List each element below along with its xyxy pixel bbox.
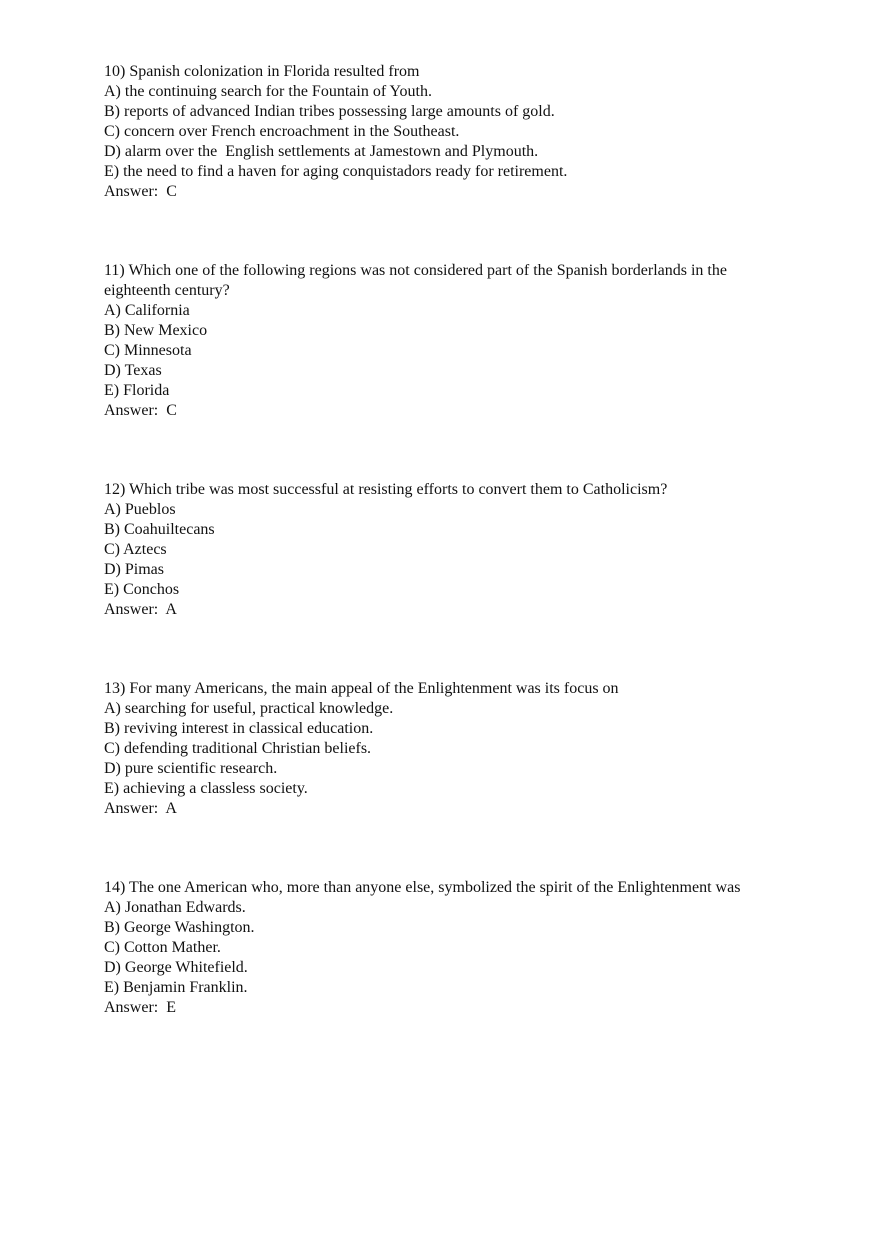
question-13 <box>104 679 794 819</box>
answer-option: A) the continuing search for the Fountain of Youth. <box>104 83 432 100</box>
answer-option: C) Minnesota <box>104 342 192 359</box>
answer-option: D) George Whitefield. <box>104 959 248 976</box>
answer-option: E) Conchos <box>104 581 180 598</box>
answer-label: Answer: <box>104 183 159 200</box>
answer-option: B) reviving interest in classical education. <box>104 720 374 737</box>
answer-option: E) Benjamin Franklin. <box>104 979 248 996</box>
answer-line <box>104 182 794 202</box>
answer-label: Answer: <box>104 601 159 618</box>
answer-option: D) Texas <box>104 362 162 379</box>
answer-option: A) Pueblos <box>104 501 176 518</box>
answer-option: E) achieving a classless society. <box>104 780 308 797</box>
question-prompt: 12) Which tribe was most successful at resisting efforts to convert them to Catholicism? <box>104 481 668 498</box>
answer-option: D) alarm over the English settlements at Jamestown and Plymouth. <box>104 143 539 160</box>
answer-option: C) Cotton Mather. <box>104 939 221 956</box>
document-page <box>104 62 794 1077</box>
answer-option: D) pure scientific research. <box>104 760 278 777</box>
question-12 <box>104 480 794 620</box>
question-14 <box>104 878 794 1018</box>
answer-value: C <box>166 183 177 200</box>
answer-line <box>104 401 794 421</box>
answer-line <box>104 998 794 1018</box>
answer-option: E) the need to find a haven for aging conquistadors ready for retirement. <box>104 163 568 180</box>
answer-value: E <box>166 999 176 1016</box>
answer-label: Answer: <box>104 402 159 419</box>
answer-option: A) California <box>104 302 190 319</box>
answer-option: B) New Mexico <box>104 322 208 339</box>
answer-option: B) George Washington. <box>104 919 255 936</box>
answer-value: A <box>165 800 177 817</box>
question-11 <box>104 261 794 421</box>
answer-option: E) Florida <box>104 382 170 399</box>
answer-value: C <box>166 402 177 419</box>
answer-line <box>104 600 794 620</box>
answer-option: A) Jonathan Edwards. <box>104 899 246 916</box>
answer-option: A) searching for useful, practical knowledge. <box>104 700 394 717</box>
question-prompt: 11) Which one of the following regions was not considered part of the Spanish borderlands in the eighteenth century? <box>104 262 731 299</box>
answer-label: Answer: <box>104 800 159 817</box>
answer-option: C) defending traditional Christian beliefs. <box>104 740 372 757</box>
answer-option: C) concern over French encroachment in the Southeast. <box>104 123 460 140</box>
question-10 <box>104 62 794 202</box>
answer-line <box>104 799 794 819</box>
answer-option: B) reports of advanced Indian tribes possessing large amounts of gold. <box>104 103 555 120</box>
answer-option: B) Coahuiltecans <box>104 521 215 538</box>
answer-option: C) Aztecs <box>104 541 167 558</box>
answer-option: D) Pimas <box>104 561 164 578</box>
question-prompt: 14) The one American who, more than anyone else, symbolized the spirit of the Enlightenment was <box>104 879 741 896</box>
question-prompt: 10) Spanish colonization in Florida resulted from <box>104 63 420 80</box>
question-prompt: 13) For many Americans, the main appeal of the Enlightenment was its focus on <box>104 680 619 697</box>
answer-label: Answer: <box>104 999 159 1016</box>
answer-value: A <box>165 601 177 618</box>
